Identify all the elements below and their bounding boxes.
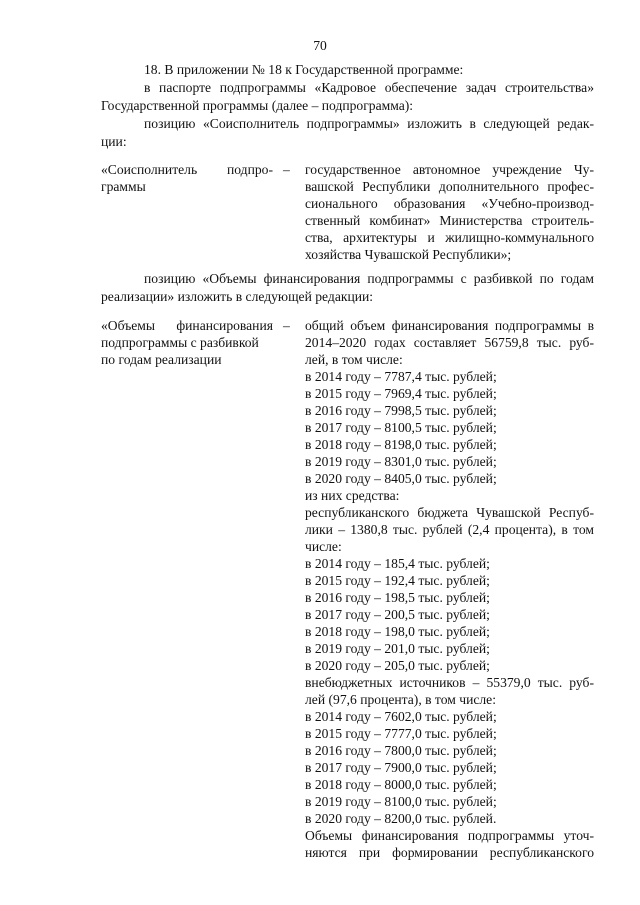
- funding-line-13: лики – 1380,8 тыс. рублей (2,4 процента), в том: [305, 522, 594, 537]
- intro-line-4: позицию «Соисполнитель подпрограммы» изложить в следующей редак-: [144, 116, 594, 131]
- coexec-label-line-2: граммы: [101, 179, 146, 194]
- funding-line-27: в 2017 году – 7900,0 тыс. рублей;: [305, 760, 497, 775]
- funding-line-1: общий объем финансирования подпрограммы в: [305, 318, 594, 333]
- funding-line-5: в 2015 году – 7969,4 тыс. рублей;: [305, 386, 497, 401]
- funding-line-14: числе:: [305, 539, 342, 554]
- funding-dash: –: [283, 318, 290, 333]
- funding-label-line-3: по годам реализации: [101, 352, 222, 367]
- coexec-label-line-1: «Соисполнитель подпро-: [101, 162, 273, 177]
- coexec-text-line-4: ственный комбинат» Министерства строитель-: [305, 213, 594, 228]
- funding-line-17: в 2016 году – 198,5 тыс. рублей;: [305, 590, 490, 605]
- funding-line-9: в 2019 году – 8301,0 тыс. рублей;: [305, 454, 497, 469]
- funding-line-3: лей, в том числе:: [305, 352, 403, 367]
- funding-line-15: в 2014 году – 185,4 тыс. рублей;: [305, 556, 490, 571]
- funding-line-18: в 2017 году – 200,5 тыс. рублей;: [305, 607, 490, 622]
- funding-line-6: в 2016 году – 7998,5 тыс. рублей;: [305, 403, 497, 418]
- coexec-text-line-5: ства, архитектуры и жилищно-коммунального: [305, 230, 594, 245]
- funding-line-2: 2014–2020 годах составляет 56759,8 тыс. руб-: [305, 335, 594, 350]
- intro-line-5: ции:: [101, 134, 127, 149]
- funding-line-7: в 2017 году – 8100,5 тыс. рублей;: [305, 420, 497, 435]
- intro-line-3: Государственной программы (далее – подпрограмма):: [101, 98, 414, 113]
- funding-line-26: в 2016 году – 7800,0 тыс. рублей;: [305, 743, 497, 758]
- funding-line-21: в 2020 году – 205,0 тыс. рублей;: [305, 658, 490, 673]
- funding-line-32: няются при формировании республиканского: [305, 845, 594, 860]
- funding-line-24: в 2014 году – 7602,0 тыс. рублей;: [305, 709, 497, 724]
- funding-line-20: в 2019 году – 201,0 тыс. рублей;: [305, 641, 490, 656]
- funding-intro-line-2: реализации» изложить в следующей редакции:: [101, 289, 374, 304]
- funding-line-12: республиканского бюджета Чувашской Респуб-: [305, 505, 594, 520]
- funding-line-11: из них средства:: [305, 488, 400, 503]
- page-number: 70: [313, 38, 327, 53]
- funding-line-4: в 2014 году – 7787,4 тыс. рублей;: [305, 369, 497, 384]
- funding-label-line-1: «Объемы финансирования: [101, 318, 273, 333]
- funding-line-22: внебюджетных источников – 55379,0 тыс. руб-: [305, 675, 594, 690]
- funding-label-line-2: подпрограммы с разбивкой: [101, 335, 259, 350]
- coexec-text-line-2: вашской Республики дополнительного профес-: [305, 179, 594, 194]
- funding-line-16: в 2015 году – 192,4 тыс. рублей;: [305, 573, 490, 588]
- funding-line-19: в 2018 году – 198,0 тыс. рублей;: [305, 624, 490, 639]
- funding-line-28: в 2018 году – 8000,0 тыс. рублей;: [305, 777, 497, 792]
- coexec-text-line-6: хозяйства Чувашской Республики»;: [305, 247, 512, 262]
- funding-line-25: в 2015 году – 7777,0 тыс. рублей;: [305, 726, 497, 741]
- intro-line-2: в паспорте подпрограммы «Кадровое обеспечение задач строительства»: [144, 80, 594, 95]
- funding-line-23: лей (97,6 процента), в том числе:: [305, 692, 496, 707]
- coexec-text-line-3: сионального образования «Учебно-производ-: [305, 196, 594, 211]
- intro-line-1: 18. В приложении № 18 к Государственной программе:: [144, 62, 464, 77]
- coexec-text-line-1: государственное автономное учреждение Чу-: [305, 162, 594, 177]
- funding-line-8: в 2018 году – 8198,0 тыс. рублей;: [305, 437, 497, 452]
- funding-line-30: в 2020 году – 8200,0 тыс. рублей.: [305, 811, 497, 826]
- funding-intro-line-1: позицию «Объемы финансирования подпрограммы с разбивкой по годам: [144, 271, 594, 286]
- funding-line-10: в 2020 году – 8405,0 тыс. рублей;: [305, 471, 497, 486]
- funding-line-29: в 2019 году – 8100,0 тыс. рублей;: [305, 794, 497, 809]
- coexec-dash: –: [283, 162, 290, 177]
- funding-line-31: Объемы финансирования подпрограммы уточ-: [305, 828, 594, 843]
